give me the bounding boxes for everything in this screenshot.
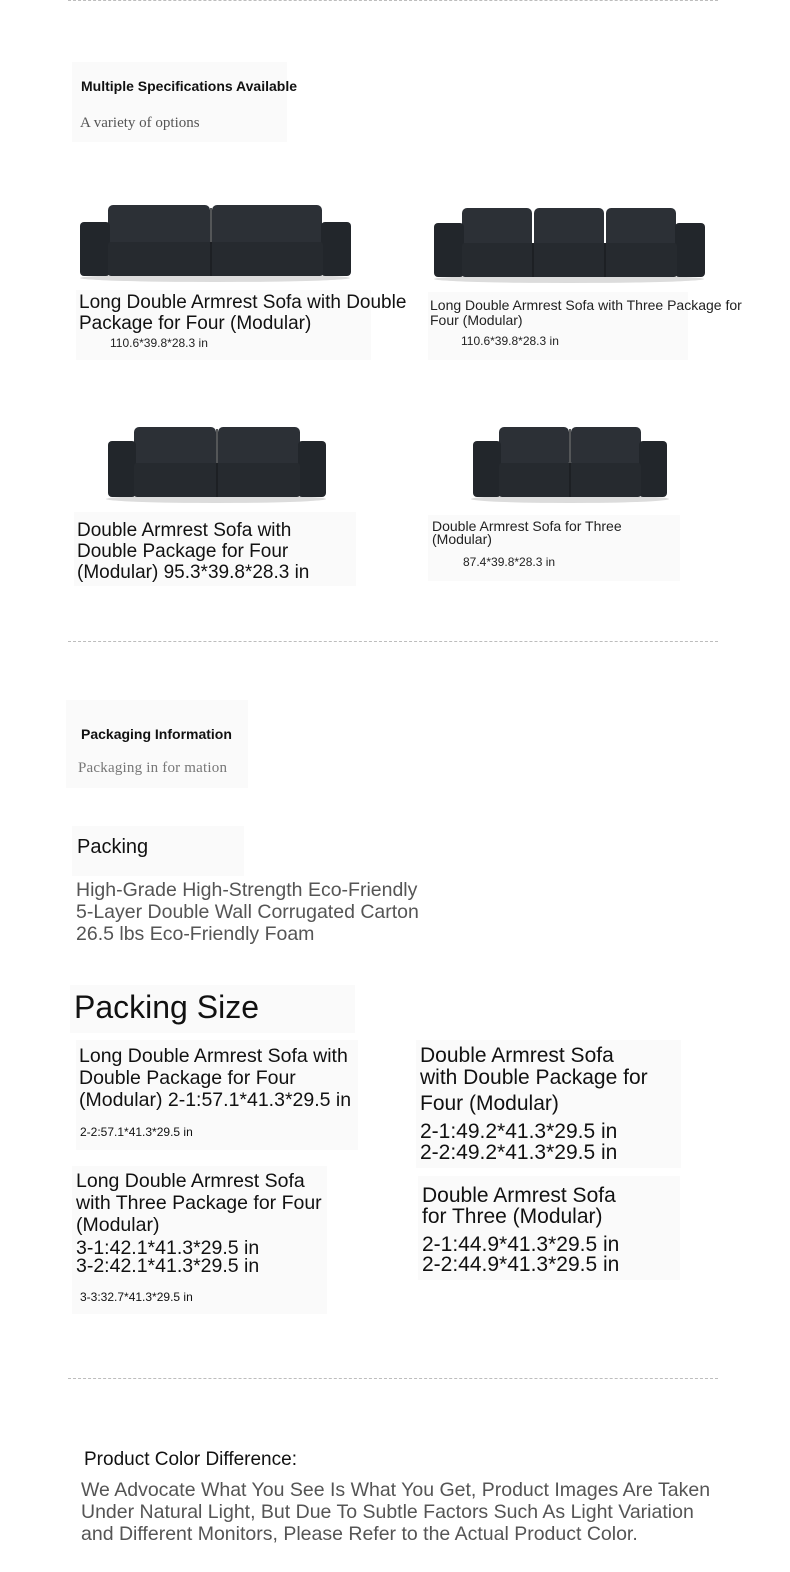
size-line: Double Armrest Sofa [422, 1184, 616, 1207]
size-block-2 [420, 1045, 710, 1163]
size-line: 3-2:42.1*41.3*29.5 in [76, 1255, 260, 1277]
size-line: Four (Modular) [420, 1092, 559, 1115]
specs-title: Multiple Specifications Available [81, 78, 298, 94]
color-note-line: Under Natural Light, But Due To Subtle Factors Such As Light Variation [81, 1501, 694, 1523]
size-line: (Modular) [76, 1214, 160, 1236]
spec-size-1: 110.6*39.8*28.3 in [110, 336, 208, 350]
size-line: 2-2:49.2*41.3*29.5 in [420, 1141, 618, 1164]
top-divider [68, 0, 718, 1]
sofa-four-seat-long-icon [78, 200, 353, 282]
packing-size-title: Packing Size [74, 989, 259, 1025]
size-line: 2-1:49.2*41.3*29.5 in [420, 1120, 618, 1143]
size-line: Double Armrest Sofa [420, 1044, 614, 1067]
specs-subtitle: A variety of options [80, 115, 200, 131]
color-note-line: We Advocate What You See Is What You Get, Product Images Are Taken [81, 1479, 711, 1501]
packaging-subtitle: Packaging in for mation [78, 760, 228, 776]
size-line: for Three (Modular) [422, 1205, 603, 1228]
sofa-two-seat-compact-icon [469, 423, 671, 503]
packing-line: 26.5 lbs Eco-Friendly Foam [76, 923, 315, 945]
packing-line: 5-Layer Double Wall Corrugated Carton [76, 901, 419, 923]
size-line: Long Double Armrest Sofa [76, 1170, 305, 1192]
sofa-three-cushion-long-icon [432, 203, 707, 283]
packing-line: High-Grade High-Strength Eco-Friendly [76, 879, 418, 901]
section-divider-2 [68, 1378, 718, 1379]
size-line: (Modular) 2-1:57.1*41.3*29.5 in [79, 1089, 352, 1111]
size-line: 2-2:44.9*41.3*29.5 in [422, 1253, 620, 1276]
spec-name-1: Long Double Armrest Sofa with Double Package for Four (Modular) [79, 292, 407, 334]
spec-name-4: Double Armrest Sofa for Three (Modular) [432, 518, 622, 547]
size-line: with Three Package for Four [76, 1192, 322, 1214]
color-note-body [81, 1479, 781, 1545]
size-line: with Double Package for [420, 1066, 648, 1089]
packing-label: Packing [77, 836, 149, 858]
spec-size-2: 110.6*39.8*28.3 in [461, 334, 559, 348]
size-extra-1: 2-2:57.1*41.3*29.5 in [80, 1125, 193, 1139]
size-line: Long Double Armrest Sofa with [79, 1045, 348, 1067]
section-divider-1 [68, 641, 718, 642]
size-line: 2-1:44.9*41.3*29.5 in [422, 1233, 620, 1256]
packing-materials [76, 879, 496, 945]
size-block-3 [76, 1170, 366, 1277]
color-note-line: and Different Monitors, Please Refer to the Actual Product Color. [81, 1523, 638, 1545]
size-block-4 [422, 1185, 692, 1275]
size-extra-3: 3-3:32.7*41.3*29.5 in [80, 1290, 193, 1304]
size-line: Double Package for Four [79, 1067, 296, 1089]
size-line: 3-1:42.1*41.3*29.5 in [76, 1237, 260, 1259]
spec-name-3: Double Armrest Sofa with Double Package for Four (Modular) 95.3*39.8*28.3 in [77, 520, 310, 583]
color-note-title: Product Color Difference: [84, 1449, 297, 1470]
spec-size-4: 87.4*39.8*28.3 in [463, 555, 556, 569]
packaging-title: Packaging Information [81, 726, 232, 742]
sofa-two-seat-icon [104, 423, 329, 503]
size-block-1 [79, 1045, 389, 1111]
spec-name-2: Long Double Armrest Sofa with Three Package for Four (Modular) [430, 297, 742, 328]
